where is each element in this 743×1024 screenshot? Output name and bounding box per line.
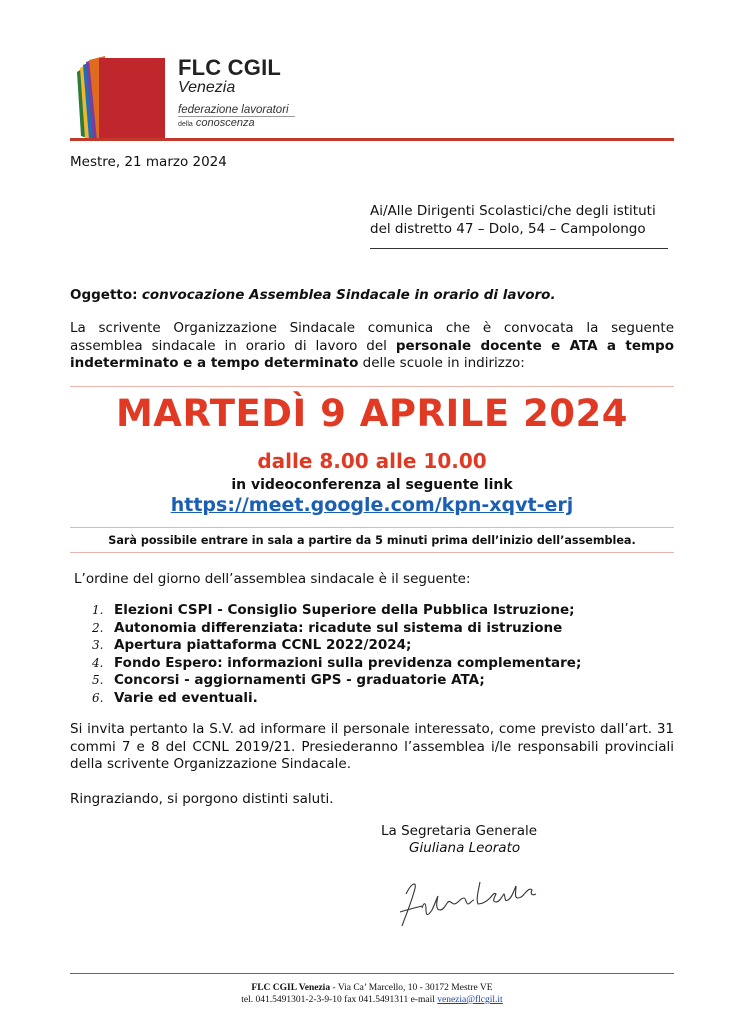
handwritten-signature (392, 872, 542, 932)
meeting-link[interactable]: https://meet.google.com/kpn-xqvt-erj (170, 494, 574, 516)
logo-subtitle-small: della (178, 121, 193, 128)
recipients-line-1: Ai/Alle Dirigenti Scolastici/che degli istituti (370, 203, 656, 219)
header-rule (70, 138, 674, 141)
list-item (92, 620, 652, 638)
event-date: MARTEDÌ 9 APRILE 2024 (115, 392, 628, 435)
list-number: 5. (92, 673, 104, 687)
list-item (92, 637, 652, 655)
agenda-list (92, 602, 652, 707)
list-text: Varie ed eventuali. (114, 689, 258, 706)
list-text: Fondo Espero: informazioni sulla previdenza complementare; (114, 654, 582, 671)
divider (70, 386, 674, 387)
event-time: dalle 8.00 alle 10.00 (257, 449, 487, 473)
list-text: Elezioni CSPI - Consiglio Superiore della Pubblica Istruzione; (114, 602, 575, 618)
logo-subtitle: federazione lavoratori (178, 104, 295, 117)
logo-city: Venezia (178, 79, 236, 96)
footer-org: FLC CGIL Venezia (251, 983, 331, 993)
recipients-line-2: del distretto 47 – Dolo, 54 – Campolongo (370, 221, 646, 237)
list-number: 6. (92, 690, 104, 705)
agenda-intro: L’ordine del giorno dell’assemblea sindacale è il seguente: (74, 571, 471, 587)
signatory-name: Giuliana Leorato (409, 840, 521, 856)
intro-bold: personale docente e ATA a tempo indeterminato e a tempo determinato (70, 337, 674, 371)
intro-text-1: La scrivente Organizzazione Sindacale comunica che è convocata la seguente assemblea sindacale in orario di lavoro del (70, 320, 674, 354)
event-mode: in videoconferenza al seguente link (231, 477, 513, 493)
list-number: 2. (92, 620, 104, 635)
flc-cgil-logo-icon (75, 56, 167, 140)
list-item (92, 602, 652, 620)
footer-rule (70, 973, 674, 974)
intro-text-2: delle scuole in indirizzo: (358, 355, 525, 371)
list-text: Autonomia differenziata: ricadute sul sistema di istruzione (114, 619, 563, 636)
logo-title: FLC CGIL (178, 55, 282, 80)
intro-paragraph (70, 320, 674, 373)
footer-contacts (70, 995, 674, 1005)
list-number: 4. (92, 655, 104, 670)
footer-email-link[interactable]: venezia@flcgil.it (437, 995, 503, 1005)
list-text: Concorsi - aggiornamenti GPS - graduatorie ATA; (114, 672, 485, 688)
greeting: Ringraziando, si porgono distinti saluti. (70, 791, 334, 807)
letter-date: Mestre, 21 marzo 2024 (70, 154, 227, 170)
divider (70, 527, 674, 528)
list-item (92, 690, 652, 708)
footer-contacts-text: tel. 041.5491301-2-3-9-10 fax 041.5491311 e-mail (241, 995, 438, 1005)
list-item (92, 655, 652, 673)
recipients-underline (370, 248, 668, 249)
subject-line (70, 287, 674, 303)
closing-paragraph: Si invita pertanto la S.V. ad informare il personale interessato, come previsto dall’art. 31 commi 7 e 8 del CCNL 2019/21. Presiederanno l’assemblea i/le responsabili provinciali della scrivente Organizzazione Sindacale. (70, 721, 674, 772)
entry-notice: Sarà possibile entrare in sala a partire da 5 minuti prima dell’inizio dell’assemblea. (108, 534, 636, 547)
subject-text: convocazione Assemblea Sindacale in orario di lavoro. (141, 287, 556, 303)
subject-label: Oggetto: (70, 287, 138, 303)
logo-subtitle-word: conoscenza (195, 117, 255, 129)
footer-address-text: - Via Ca’ Marcello, 10 - 30172 Mestre VE (330, 983, 493, 993)
footer-address (70, 983, 674, 993)
list-number: 3. (92, 638, 104, 652)
divider (70, 552, 674, 553)
recipients-block (370, 202, 670, 238)
list-text: Apertura piattaforma CCNL 2022/2024; (114, 637, 412, 653)
list-number: 1. (92, 603, 104, 617)
list-item (92, 672, 652, 690)
logo-subtitle-2 (178, 117, 255, 129)
signatory-role: La Segretaria Generale (381, 823, 538, 839)
